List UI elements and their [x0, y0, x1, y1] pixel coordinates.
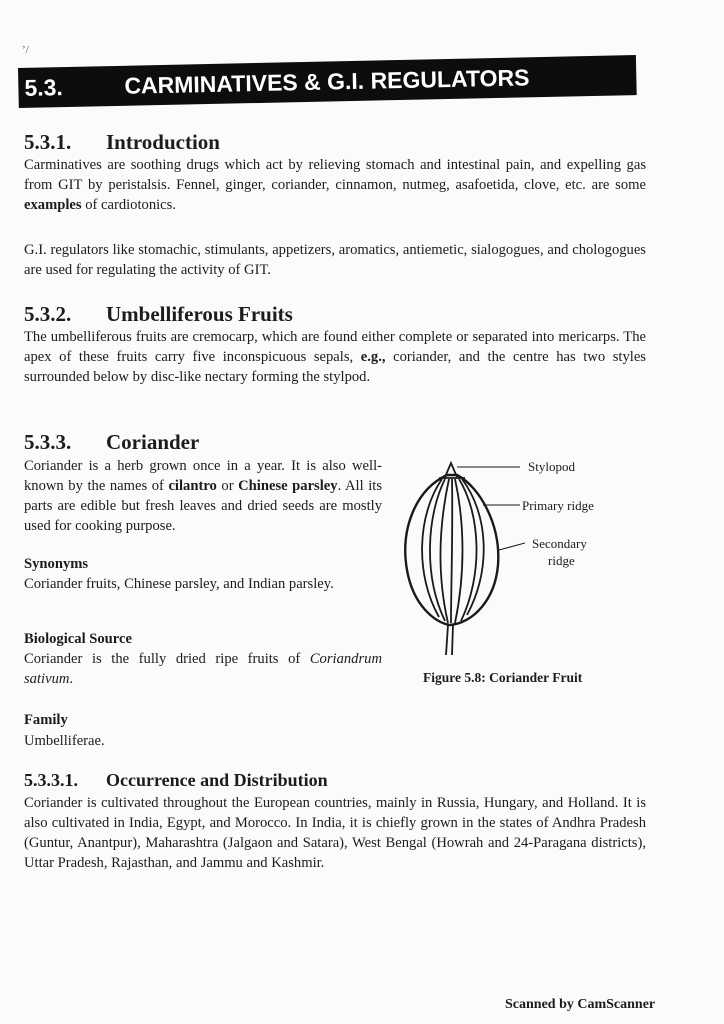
banner-title: CARMINATIVES & G.I. REGULATORS [124, 63, 530, 99]
coriander-paragraph: Coriander is a herb grown once in a year. It is also well-known by the names of cilantro or Chinese parsley. All its parts are edible but fresh leaves and dried seeds are mostly used for cooking purpose. [24, 458, 382, 534]
intro-paragraph-1: Carminatives are soothing drugs which act by relieving stomach and intestinal pain, and expelling gas from GIT by peristalsis. Fennel, ginger, coriander, cinnamon, nutmeg, asafoetida, clove, etc. are some examples of cardiotonics. [24, 157, 646, 213]
scanner-watermark: Scanned by CamScanner [505, 997, 656, 1012]
umbel-paragraph: The umbelliferous fruits are cremocarp, which are found either complete or separated into mericarps. The apex of these fruits carry five inconspicuous sepals, e.g., coriander, and the centre has two styles surrounded below by disc-like nectary forming the stylpod. [24, 329, 646, 385]
page-mark: ’/ [22, 44, 29, 56]
section-heading-coriander: 5.3.3. Coriander [24, 430, 200, 454]
section-heading-occurrence: 5.3.3.1. Occurrence and Distribution [24, 770, 328, 790]
chapter-banner [18, 55, 637, 108]
intro-paragraph-2: G.I. regulators like stomachic, stimulants, appetizers, aromatics, antiemetic, sialogogues, and chologogues are used for regulating the activity of GIT. [24, 242, 646, 278]
label-secondary-ridge: Secondary [532, 536, 587, 551]
label-secondary-ridge-2: ridge [548, 553, 575, 568]
section-heading-introduction: 5.3.1. Introduction [24, 130, 220, 154]
synonyms-heading: Synonyms [24, 556, 89, 572]
biological-source-heading: Biological Source [24, 631, 132, 647]
family-heading: Family [24, 712, 68, 728]
banner-number: 5.3. [24, 73, 64, 101]
label-stylopod: Stylopod [528, 459, 575, 474]
biological-source-text: Coriander is the fully dried ripe fruits of Coriandrum sativum. [24, 651, 382, 687]
section-heading-umbelliferous: 5.3.2. Umbelliferous Fruits [24, 302, 293, 326]
label-primary-ridge: Primary ridge [522, 498, 594, 513]
family-text: Umbelliferae. [24, 733, 105, 749]
figure-caption: Figure 5.8: Coriander Fruit [423, 670, 583, 685]
coriander-fruit-illustration [395, 455, 525, 665]
synonyms-text: Coriander fruits, Chinese parsley, and Indian parsley. [24, 576, 334, 592]
occurrence-paragraph: Coriander is cultivated throughout the European countries, mainly in Russia, Hungary, and Holland. It is also cultivated in India, Egypt, and Morocco. In India, it is chiefly grown in the states of Andhra Pradesh (Guntur, Anantpur), Maharashtra (Jalgaon and Satara), West Bengal (Howrah and 24-Paragana districts), Uttar Pradesh, Rajasthan, and Jammu and Kashmir. [24, 795, 646, 871]
